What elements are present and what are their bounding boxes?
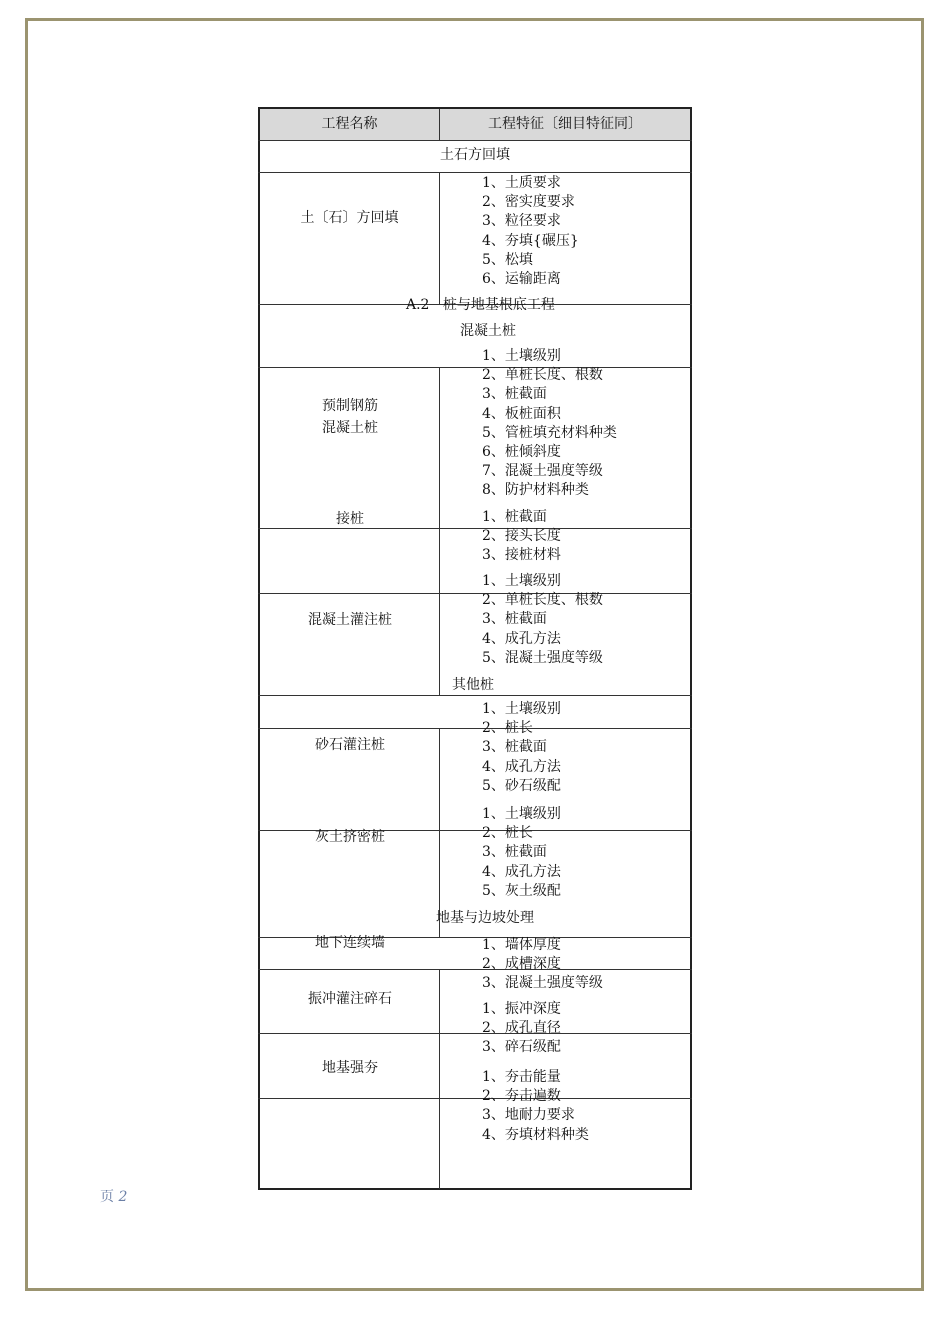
section-concrete-pile-title: 混凝土桩 [460,323,516,339]
feature-list-vibro-gravel [482,1000,561,1058]
feature-item: 6、运输距离 [482,271,561,288]
item-name-precast-line2: 混凝土桩 [322,420,378,436]
feature-list-precast [482,347,617,501]
feature-item: 2、桩长 [482,825,533,842]
page-number-value: 2 [118,1189,128,1205]
feature-item: 3、桩截面 [482,844,547,861]
feature-item: 2、单桩长度、根数 [482,592,603,609]
feature-item: 3、桩截面 [482,386,547,403]
row-divider [258,1033,692,1034]
feature-item: 1、桩截面 [482,509,547,525]
item-name-gravel-pile: 砂石灌注桩 [315,737,385,753]
row-divider [258,1098,692,1099]
feature-item: 1、墙体厚度 [482,937,561,953]
feature-list-gravel-pile [482,700,561,796]
feature-item: 5、灰土级配 [482,882,561,899]
feature-item: 3、桩截面 [482,739,547,756]
feature-list-lime-soil-pile [482,805,561,901]
feature-item: 2、桩长 [482,720,533,737]
feature-item: 4、夯填{碾压} [482,232,579,249]
section-other-pile-title: 其他桩 [452,677,494,693]
item-name-lime-soil-pile: 灰土挤密桩 [315,829,385,845]
feature-list-backfill [482,174,579,289]
item-name-vibro-gravel: 振冲灌注碎石 [308,991,392,1007]
row-divider [258,367,692,368]
feature-item: 3、桩截面 [482,611,547,628]
item-name-splice: 接桩 [336,511,364,527]
feature-item: 1、土质要求 [482,175,561,191]
feature-item: 1、土壤级别 [482,573,561,589]
feature-item: 2、接头长度 [482,528,561,545]
feature-item: 1、土壤级别 [482,701,561,717]
column-divider [439,367,440,695]
feature-item: 1、振冲深度 [482,1001,561,1017]
row-divider [258,172,692,173]
feature-item: 6、桩倾斜度 [482,444,561,461]
feature-item: 7、混凝土强度等级 [482,463,603,480]
feature-item: 3、混凝土强度等级 [482,975,603,992]
feature-item: 4、板桩面积 [482,405,561,422]
item-name-cast-in-place: 混凝土灌注桩 [308,612,392,628]
feature-item: 2、成槽深度 [482,956,561,973]
feature-item: 4、成孔方法 [482,758,561,775]
feature-item: 4、成孔方法 [482,863,561,880]
feature-item: 1、夯击能量 [482,1069,561,1085]
item-name-diaphragm-wall: 地下连续墙 [315,935,385,951]
section-pile-foundation-title: A.2 桩与地基根底工程 [406,297,555,313]
column-divider [439,172,440,304]
item-name-backfill: 土〔石〕方回填 [300,210,399,226]
feature-item: 1、土壤级别 [482,806,561,822]
page-number [100,1186,127,1206]
feature-list-cast-in-place [482,572,603,668]
feature-list-splice [482,508,561,566]
feature-item: 3、碎石级配 [482,1039,561,1056]
feature-item: 2、单桩长度、根数 [482,367,603,384]
feature-item: 3、接桩材料 [482,547,561,564]
feature-item: 2、密实度要求 [482,194,575,211]
header-project-feature: 工程特征〔细目特征同〕 [488,116,642,132]
row-divider [258,593,692,594]
bill-of-quantities-table [258,107,692,1190]
feature-item: 5、混凝土强度等级 [482,649,603,666]
row-divider [258,969,692,970]
feature-item: 1、土壤级别 [482,348,561,364]
feature-item: 2、成孔直径 [482,1020,561,1037]
feature-item: 4、夯填材料种类 [482,1126,589,1143]
header-project-name: 工程名称 [321,116,378,132]
feature-item: 2、夯击遍数 [482,1088,561,1105]
item-name-dynamic-compaction: 地基强夯 [322,1060,378,1076]
row-divider [258,728,692,729]
feature-item: 5、松填 [482,251,533,268]
row-divider [258,140,692,141]
section-earthwork-title: 土石方回填 [440,147,510,163]
feature-item: 3、粒径要求 [482,213,561,230]
feature-list-dynamic-compaction [482,1068,589,1145]
item-name-precast-line1: 预制钢筋 [322,398,378,414]
row-divider [258,695,692,696]
feature-list-diaphragm-wall [482,936,603,994]
feature-item: 3、地耐力要求 [482,1107,575,1124]
feature-item: 4、成孔方法 [482,630,561,647]
feature-item: 5、砂石级配 [482,777,561,794]
feature-item: 8、防护材料种类 [482,482,589,499]
feature-item: 5、管桩填充材料种类 [482,424,617,441]
page-label: 页 [100,1189,114,1205]
section-foundation-treatment-title: 地基与边坡处理 [436,910,534,926]
